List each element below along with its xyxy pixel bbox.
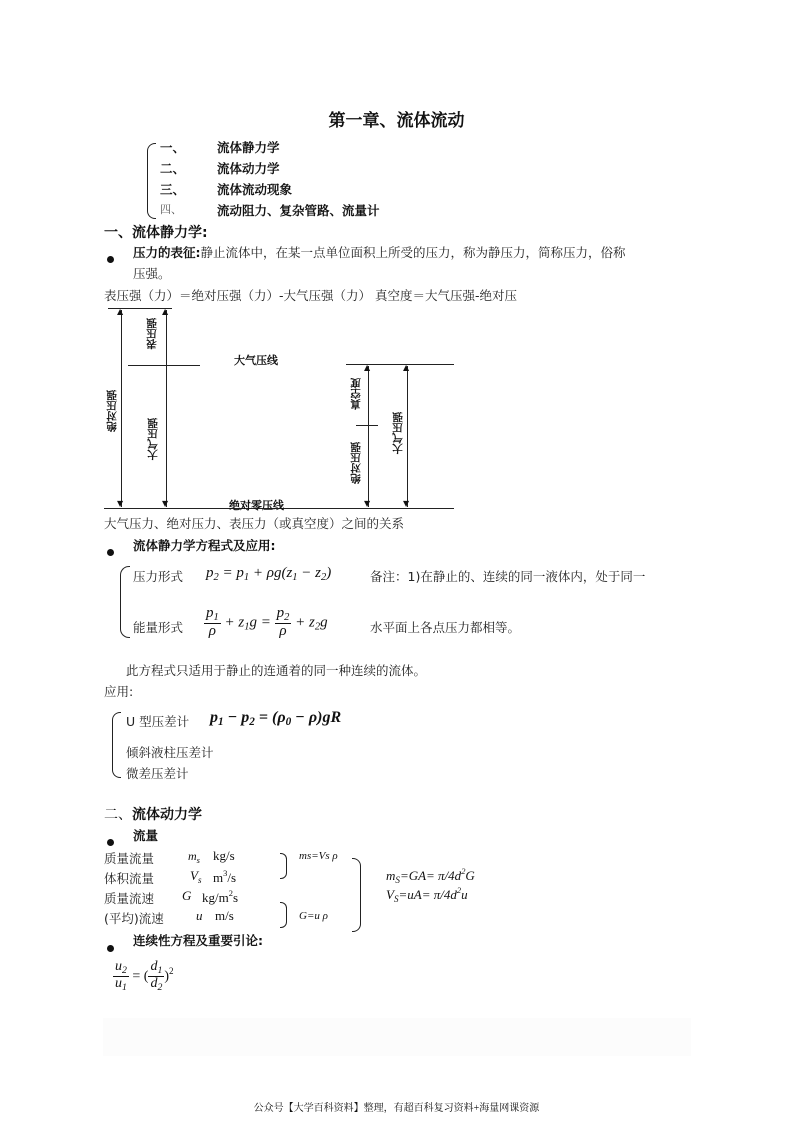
- application-micro: 微差压差计: [126, 766, 189, 781]
- absolute-arrow-left: [121, 310, 122, 507]
- page-title: 第一章、流体流动: [328, 111, 465, 131]
- pressure-relation-line: 表压强（力）＝绝对压强（力）-大气压强（力） 真空度＝大气压强-绝对压: [104, 288, 517, 303]
- atm-pressure-label-right: 大气压强: [392, 412, 404, 454]
- vacuum-arrow: [368, 366, 369, 507]
- footer-note: 公众号【大学百科资料】整理，有超百科复习资料+海量网课资源: [253, 1103, 540, 1114]
- flow-row-symbol: u: [196, 908, 203, 923]
- atm-arrow-left: [166, 310, 167, 507]
- arrow-down-icon: ▼: [162, 499, 169, 508]
- bullet-text-line2: 压强。: [133, 266, 171, 281]
- energy-form-equation: $\frac{p_1}{\rho}$ + $z_1g$ = $\frac{p_2}{\rho}$ + $z_2g$: [206, 605, 328, 640]
- arrow-up-icon: ▲: [403, 363, 410, 372]
- flow-row-name: 体积流量: [104, 871, 155, 886]
- arrow-down-icon: ▼: [403, 499, 410, 508]
- flow-row-unit: m/s: [215, 908, 234, 923]
- toc-item-3-num: 三、: [160, 182, 186, 197]
- ms-relation: ms=Vs ρ: [299, 850, 338, 862]
- arrow-down-icon: ▼: [117, 499, 124, 508]
- flow-row-name: 质量流速: [104, 891, 155, 906]
- toc-item-3[interactable]: 流体流动现象: [217, 182, 293, 197]
- note-line1: 备注：1)在静止的、连续的同一液体内，处于同一: [370, 569, 646, 584]
- atm-arrow-right: [407, 366, 408, 507]
- flow-row-unit: kg/s: [213, 848, 235, 863]
- bullet-icon: [107, 945, 114, 952]
- continuity-equation: $\frac{u_2}{u_1}$ = ( $\frac{d_1}{d_2}$ )$^2$: [115, 959, 174, 994]
- section-2-heading: 二、流体动力学: [104, 807, 202, 823]
- ms-vs-brace: [280, 853, 287, 879]
- flow-row-unit: $m^3/s$: [213, 868, 237, 885]
- absolute-pressure-label-right: 绝对压强: [350, 442, 362, 484]
- bullet-icon: [107, 256, 114, 263]
- absolute-pressure-label-left: 绝对压强: [106, 390, 118, 432]
- u-tube-equation: $p_1 - p_2 = (\rho_0 - \rho)gR$: [210, 709, 342, 728]
- atm-pressure-label-left: 大气压强: [147, 418, 159, 460]
- application-label: 应用:: [104, 684, 134, 699]
- bullet-icon: [107, 549, 114, 556]
- flow-rate-heading: 流量: [133, 828, 159, 843]
- atm-line-left: [128, 365, 200, 366]
- energy-form-label: 能量形式: [133, 620, 184, 635]
- ms-ga-relation: $m_S=GA= \pi/4d^2G$: [386, 866, 475, 885]
- continuity-brace: [352, 858, 361, 932]
- pressure-form-label: 压力形式: [133, 569, 184, 584]
- toc-brace: [147, 143, 156, 219]
- g-u-brace: [280, 902, 287, 928]
- flow-row-symbol: G: [182, 888, 192, 903]
- note-line2: 水平面上各点压力都相等。: [370, 620, 521, 635]
- application-u-tube: U 型压差计: [126, 714, 190, 729]
- flow-row-symbol: $V_s$: [190, 868, 202, 885]
- zero-line-label: 绝对零压线: [229, 499, 284, 512]
- toc-item-4-num: 四、: [160, 203, 182, 216]
- bullet-icon: [107, 839, 114, 846]
- g-relation: G=u ρ: [299, 910, 328, 922]
- blank-region: [103, 1018, 691, 1056]
- toc-item-1[interactable]: 流体静力学: [217, 140, 280, 155]
- application-brace: [112, 712, 121, 778]
- arrow-up-icon: ▲: [117, 307, 124, 316]
- bullet-pressure-definition: [133, 243, 626, 261]
- vs-ua-relation: $V_S=uA= \pi/4d^2u$: [386, 885, 468, 904]
- gauge-pressure-label: 表压强: [146, 318, 158, 350]
- atm-line-right: [346, 364, 454, 365]
- toc-item-4[interactable]: 流动阻力、复杂管路、流量计: [217, 203, 380, 218]
- equation-brace: [120, 566, 130, 638]
- section-1-heading: 一、流体静力学:: [104, 225, 208, 241]
- diagram-caption: 大气压力、绝对压力、表压力（或真空度）之间的关系: [104, 516, 405, 531]
- flow-row-name: (平均)流速: [104, 911, 164, 926]
- applicability-note: 此方程式只适用于静止的连通着的同一种连续的流体。: [126, 663, 427, 678]
- bullet-label: 压力的表征:: [133, 245, 201, 260]
- toc-item-1-num: 一、: [160, 140, 186, 155]
- pressure-form-equation: $p_2 = p_1 + \rho g(z_1 - z_2)$: [206, 565, 332, 583]
- flow-row-unit: $kg/m^2s$: [202, 888, 239, 905]
- vacuum-label: 真空度: [350, 378, 362, 410]
- flow-row-name: 质量流量: [104, 851, 155, 866]
- arrow-down-icon: ▼: [364, 499, 371, 508]
- flow-row-symbol: $m_s$: [188, 849, 200, 865]
- toc-item-2[interactable]: 流体动力学: [217, 161, 280, 176]
- vacuum-tick: [356, 425, 378, 426]
- arrow-up-icon: ▲: [162, 307, 169, 316]
- bullet-text: 静止流体中，在某一点单位面积上所受的压力，称为静压力，简称压力，俗称: [200, 245, 626, 260]
- application-inclined: 倾斜液柱压差计: [126, 745, 214, 760]
- atm-line-label: 大气压线: [234, 354, 278, 367]
- hydrostatic-equation-heading: 流体静力学方程式及应用:: [133, 538, 276, 553]
- continuity-heading: 连续性方程及重要引论:: [133, 933, 263, 948]
- arrow-up-icon: ▲: [364, 363, 371, 372]
- toc-item-2-num: 二、: [160, 161, 186, 176]
